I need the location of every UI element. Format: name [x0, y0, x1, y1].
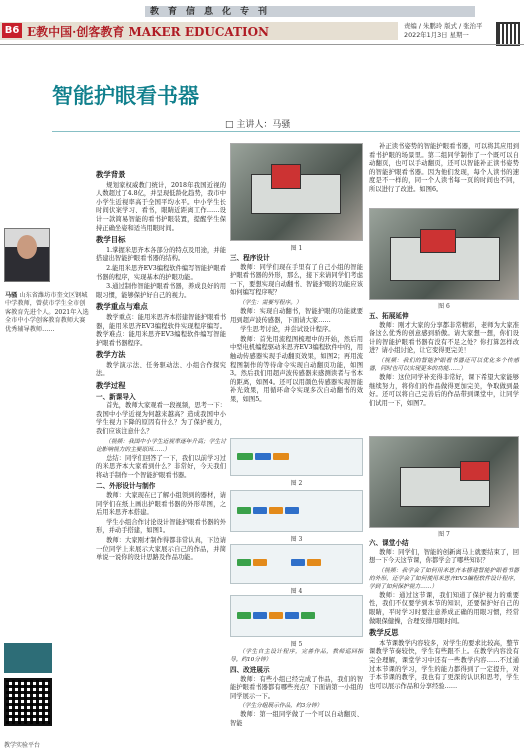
figure-1-caption: 图 1 [290, 245, 303, 252]
figure-2-program [230, 438, 363, 476]
paragraph-step-2c: 教师：大家刚才制作得都非常认真，下边请一位同学上来展示大家展示自己的作品，并简单说一说你的设计思路及作品功能。 [96, 536, 226, 562]
paragraph-step-4: 教师：有些小组已经完成了作品，我们的智能护眼看书器都有哪些亮点？下面请第一小组的同学展示一下。 [230, 675, 363, 700]
figure-6-photo [369, 208, 519, 300]
header-qr-code [496, 22, 520, 46]
bottom-qr-code [4, 678, 52, 726]
top-banner-text: 教育信息化专刊 [150, 7, 277, 17]
figure-4-program [230, 544, 363, 584]
figure-7-caption: 图 7 [438, 531, 450, 538]
author-bio-text: 山东省潍坊市奎文区钢城中学教师，曾获市学生全市创客教育先进个人。2021年入选全市中小学创客教育教师大赛优秀辅导教师…… [5, 292, 89, 333]
figure-7-photo [369, 436, 519, 528]
heading-background: 教学背景 [96, 170, 126, 179]
figure-4-caption: 图 4 [290, 588, 303, 595]
heading-step-3: 三、程序设计 [230, 254, 270, 262]
column-3-middle [369, 310, 519, 409]
paragraph-methods: 教学演示法、任务驱动法、小组合作探究法。 [96, 361, 226, 378]
heading-step-4: 四、改进展示 [230, 666, 270, 674]
paragraph-background: 规划家权威教门统计，2018年我国近视的人数超过了4.8亿，并呈现低龄化趋势，我市中小学生近视率高于全国平均水平。中小学生长时间伏案学习、看书，眼睛近距离工作……设计一款简易智能的看书护眼装置，提醒学生保持正确坐姿和适当用眼时间。 [96, 181, 226, 232]
article-title: 智能护眼看书器 [52, 84, 199, 108]
note-step-5: （视频：我们的智能护眼看书器还可以优化多个传感器，同时也可以实现更多的功能……） [369, 357, 519, 372]
paragraph-step-6: 教师：同学们，智能的创新离马上就要结束了，回想一下今天这节课，你都学会了哪些知识？ [369, 548, 519, 565]
heading-process: 教学过程 [96, 381, 126, 391]
figure-3-caption: 图 3 [290, 536, 303, 543]
title-divider [52, 131, 520, 132]
header-divider [0, 44, 524, 45]
paragraph-step-1b: 总结：同学们回答了一下，我们以前学习过的米思齐本大家看到什么？非常好，今天我们将动手制作一个智能护眼看书器。 [96, 454, 226, 479]
heading-step-6: 六、课堂小结 [369, 539, 409, 547]
figure-5-caption: 图 5 [290, 641, 303, 648]
figure-1-photo [230, 143, 363, 241]
heading-step-5: 五、拓展延伸 [369, 312, 409, 320]
column-3-lower [369, 537, 519, 692]
author-bio [5, 292, 91, 334]
goal-item: 3.通过制作智能护眼看书器，养成良好的用眼习惯，能够保护好自己的视力。 [96, 283, 226, 299]
paragraph-step-6b: 教师：通过这节课，我们知道了保护视力的重要性，我们不仅要学到本节的知识，还要保护好自己的眼睛，平时学习时要注意养成正确的用眼习惯，经常做眼保健操，合理安排用眼时间。 [369, 591, 519, 625]
platform-logo [4, 643, 52, 673]
goal-item: 1.掌握米思齐本各部分的特点及用途，并能搭建出智能护眼看书器的结构。 [96, 246, 226, 263]
note-step-3: （学生：需要写程序。） [239, 299, 302, 306]
author-name: 马骚 [5, 292, 18, 299]
paragraph-step-1: 首先，教师大家观看一段视频，思考一下：我国中小学近视为何越来越高？造成我国中小学生视力下降的原因有什么？为了保护视力，我们应该注意什么？ [96, 402, 226, 436]
goal-item: 2.能用米思齐EV3编程软件编写智能护眼看书器的程序，实现基本的护眼功能。 [96, 264, 226, 281]
figure-2-caption: 图 2 [290, 480, 303, 487]
heading-step-1: 一、新课导入 [96, 392, 136, 401]
column-1 [96, 168, 226, 564]
heading-key-points: 教学重点与难点 [96, 302, 148, 312]
figure-6-caption: 图 6 [438, 303, 450, 310]
paragraph-step-5b: 教师：这位同学补充得非常好，课下希望大家能够继续努力，将你们的作品做得更加完美，争取做到最好。还可以将自己完善后的作品带到课堂中，让同学们试用一下，如图7。 [369, 373, 519, 407]
column-3-upper [369, 143, 519, 196]
bottom-caption: 教学实验平台 [4, 742, 41, 749]
issue-info [404, 22, 482, 39]
note-step-4: （学生分组展示作品，约3分钟） [239, 703, 323, 710]
column-2-upper [230, 252, 363, 406]
paragraph-col3-top: 补正读书姿势的智能护眼看书器，可以将其应用到看书护眼的场景里。第二组同学制作了一个既可以自动翻页，也可以手动翻页，还可以智能补正读书姿势的智能护眼看书器。因为他们发现，每个人读书的速度是不一样的，同一个人读书每一页的时间也不同，所以进行了改进。如图6。 [369, 143, 519, 193]
column-2-lower [230, 648, 363, 730]
note-figures: （学生自主设计程序，完善作品，教师巡回指导。约10分钟） [230, 649, 363, 663]
editor-line: 责编 / 朱鹏玲 版式 / 张治平 [404, 22, 483, 30]
note-step-6: （视频：我学会了如何用米思齐本搭建智能护眼看书器的外形，还学会了如何使用米思齐EV3编程软件设计程序，学到了如何保护视力……） [369, 567, 519, 590]
paragraph-reflection: 本节课教学内容较多，对学生的要求比较高，整节课教学节奏较快，学生有些跟不上。在教学内容没有完全理解，课堂学习中还有一些教学内容……不过通过本节课的学习，学生的能力都得到了一定提升，对于本节课的教学，我也有了更深的认识和思考，学生也可以展示作品和分享经验…… [369, 639, 519, 690]
paragraph-step-5: 教师：刚才大家的分享都非常精彩，老师为大家准备这么优秀的创意感到骄傲。请大家想一想，你们设计的智能护眼看书器有没有不足之处？你打算怎样改进？请小组讨论，让它变得更完美！ [369, 321, 519, 355]
paragraph-key-points: 教学重点：能用米思齐本搭建智能护眼看书器，能用米思齐EV3编程软件实现程序编写。教学难点：能用米思齐EV3编程软件编写智能护眼看书器程序。 [96, 313, 226, 347]
article-host: □ 主讲人：马骚 [225, 120, 291, 130]
paragraph-step-2: 教师：大家现在已了解小组领到的器材，请同学们在纸上画出护眼看书器的外形草图，之后用米思齐本搭建。 [96, 492, 226, 517]
date-line: 2022年1月3日 星期一 [404, 30, 469, 39]
heading-reflection: 教学反思 [369, 628, 399, 638]
paragraph-step-3b: 教师：实现自动翻书，智能护眼的功能就要用到超声波传感器，下面请大家…… [230, 307, 363, 324]
paragraph-step-2b: 学生小组合作讨论设计智能护眼看书器的外形，并动手搭建，如图1。 [96, 518, 226, 535]
paragraph-step-4b: 教师：第一组同学做了一个可以自动翻页、智能 [230, 711, 363, 727]
figure-3-program [230, 490, 363, 532]
figure-5-program [230, 595, 363, 637]
paragraph-step-3d: 教师：首先用流程图梳理中的开始，然后用中型电机编程驱动米思齐EV3编程软件中的，用触动传感器实现手动翻页效果，如图2；再用流程图制作的等待命令实现自动翻页功能，如图3。然后我们用超声波传感器来感测读者与书本的距离，如图4。还可以用颜色传感器实现智能补光效果，用循环命令实现多次自动翻书的效果，如图5。 [230, 335, 363, 403]
paragraph-step-3: 教师：同学们现在手里有了自己小组的智能护眼看书器的外形，那么，接下来请同学们考虑一下，要想实现自动翻书、智能护眼的功能应该如何编写程序呢？ [230, 263, 363, 297]
heading-methods: 教学方法 [96, 350, 126, 360]
page-number: B6 [2, 23, 22, 38]
heading-step-2: 二、外形设计与制作 [96, 482, 156, 491]
paragraph-step-3c: 学生思考讨论，并尝试设计程序。 [240, 326, 335, 334]
note-step-1: （视频：我国中小学生近视率逐年升高；学生讨论影响视力的主要原因……） [96, 438, 226, 453]
heading-goals: 教学目标 [96, 235, 126, 245]
author-photo [4, 228, 50, 282]
column-title: E教中国·创客教育 MAKER EDUCATION [27, 25, 270, 39]
